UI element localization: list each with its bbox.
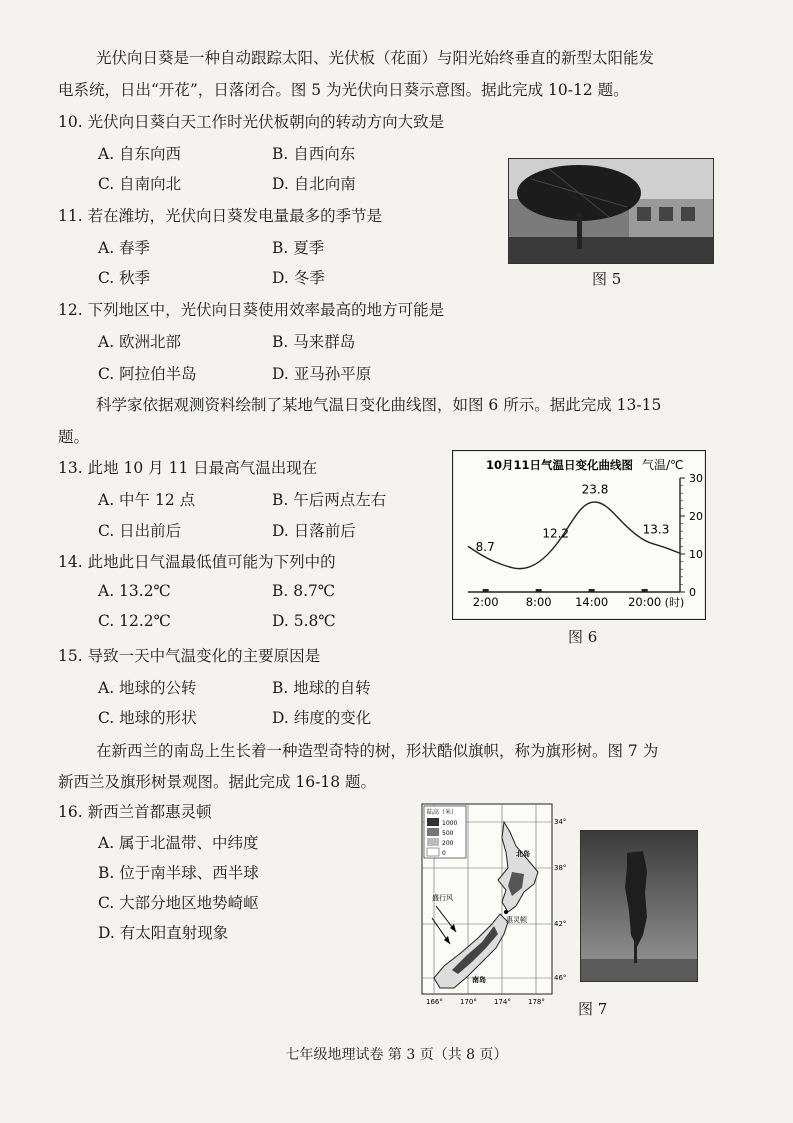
option-12b: B. 马来群岛 [272,333,356,351]
y-tick-label: 10 [689,548,703,561]
data-label: 13.3 [642,522,670,537]
option-14d: D. 5.8℃ [272,612,336,630]
temperature-chart-svg [452,450,706,620]
data-label: 8.7 [475,539,495,554]
option-14c: C. 12.2℃ [98,612,172,630]
option-13b: B. 午后两点左右 [272,491,387,509]
option-10c: C. 自南向北 [98,175,182,193]
temperature-chart [452,450,706,620]
chart-ylabel: 气温/℃ [642,458,684,472]
intro-line: 在新西兰的南岛上生长着一种造型奇特的树，形状酷似旗帜，称为旗形树。图 7 为 [96,742,659,760]
flag-tree-photo [580,830,698,982]
new-zealand-map [412,802,572,1012]
option-16a: A. 属于北温带、中纬度 [98,834,259,852]
figure-5-caption: 图 5 [592,270,622,288]
lat-label: 38° [554,864,567,872]
option-11c: C. 秋季 [98,269,151,287]
lat-label: 34° [554,818,567,826]
option-12d: D. 亚马孙平原 [272,365,372,383]
legend-item: 0 [442,850,446,857]
y-tick-label: 20 [689,510,703,523]
x-tick-label: 20:00 [628,595,662,609]
lon-label: 178° [528,998,545,1006]
legend-item: 500 [442,830,454,837]
intro-line: 光伏向日葵是一种自动跟踪太阳、光伏板（花面）与阳光始终垂直的新型太阳能发 [96,49,655,67]
option-12c: C. 阿拉伯半岛 [98,365,197,383]
option-11a: A. 春季 [98,239,151,257]
lon-label: 170° [460,998,477,1006]
question-15: 15. 导致一天中气温变化的主要原因是 [58,647,321,665]
label-wind: 盛行风 [432,894,453,902]
figure-7-caption: 图 7 [578,1000,608,1018]
option-15c: C. 地球的形状 [98,709,197,727]
figure-6-caption: 图 6 [568,628,598,646]
label-north-island: 北岛 [516,850,530,858]
y-tick-label: 0 [689,586,696,599]
lat-label: 46° [554,974,567,982]
question-13: 13. 此地 10 月 11 日最高气温出现在 [58,459,318,477]
lat-label: 42° [554,920,567,928]
option-11b: B. 夏季 [272,239,325,257]
x-tick [589,589,595,592]
solar-sunflower-photo [508,158,714,264]
x-tick [642,589,648,592]
intro-line: 电系统，日出“开花”，日落闭合。图 5 为光伏向日葵示意图。据此完成 10-12 题。 [58,81,629,99]
data-label: 12.2 [542,526,570,541]
intro-line: 题。 [58,428,90,446]
question-12: 12. 下列地区中，光伏向日葵使用效率最高的地方可能是 [58,301,445,319]
y-tick-label: 30 [689,472,703,485]
question-10: 10. 光伏向日葵白天工作时光伏板朝向的转动方向大致是 [58,113,445,131]
label-south-island: 南岛 [472,976,486,984]
option-13c: C. 日出前后 [98,522,182,540]
option-16c: C. 大部分地区地势崎岖 [98,894,259,912]
option-14a: A. 13.2℃ [98,582,171,600]
x-tick-label: 8:00 [525,595,552,609]
question-16: 16. 新西兰首都惠灵顿 [58,803,212,821]
option-15b: B. 地球的自转 [272,679,371,697]
data-label: 23.8 [581,482,609,497]
lon-label: 166° [426,998,443,1006]
intro-line: 科学家依据观测资料绘制了某地气温日变化曲线图，如图 6 所示。据此完成 13-15 [96,396,662,414]
option-13d: D. 日落前后 [272,522,356,540]
chart-x-unit: (时) [664,596,685,609]
option-14b: B. 8.7℃ [272,582,336,600]
option-12a: A. 欧洲北部 [98,333,182,351]
wellington-marker [504,910,508,914]
label-wellington: 惠灵顿 [506,916,527,924]
chart-title: 10月11日气温日变化曲线图 [486,458,634,472]
x-tick [536,589,542,592]
legend-item: 200 [442,840,454,847]
legend-item: 1000 [442,820,458,827]
intro-line: 新西兰及旗形树景观图。据此完成 16-18 题。 [58,773,377,791]
question-14: 14. 此地此日气温最低值可能为下列中的 [58,553,336,571]
option-15a: A. 地球的公转 [98,679,197,697]
option-10b: B. 自西向东 [272,145,356,163]
lon-label: 174° [494,998,511,1006]
option-10d: D. 自北向南 [272,175,356,193]
x-tick [483,589,489,592]
option-16d: D. 有太阳直射现象 [98,924,229,942]
question-11: 11. 若在潍坊，光伏向日葵发电量最多的季节是 [58,207,383,225]
option-16b: B. 位于南半球、西半球 [98,864,259,882]
option-11d: D. 冬季 [272,269,325,287]
x-tick-label: 14:00 [575,595,609,609]
legend-title: 陆高（米） [427,809,458,816]
option-10a: A. 自东向西 [98,145,182,163]
x-tick-label: 2:00 [472,595,499,609]
option-13a: A. 中午 12 点 [98,491,196,509]
option-15d: D. 纬度的变化 [272,709,372,727]
page-footer: 七年级地理试卷 第 3 页（共 8 页） [285,1047,508,1063]
